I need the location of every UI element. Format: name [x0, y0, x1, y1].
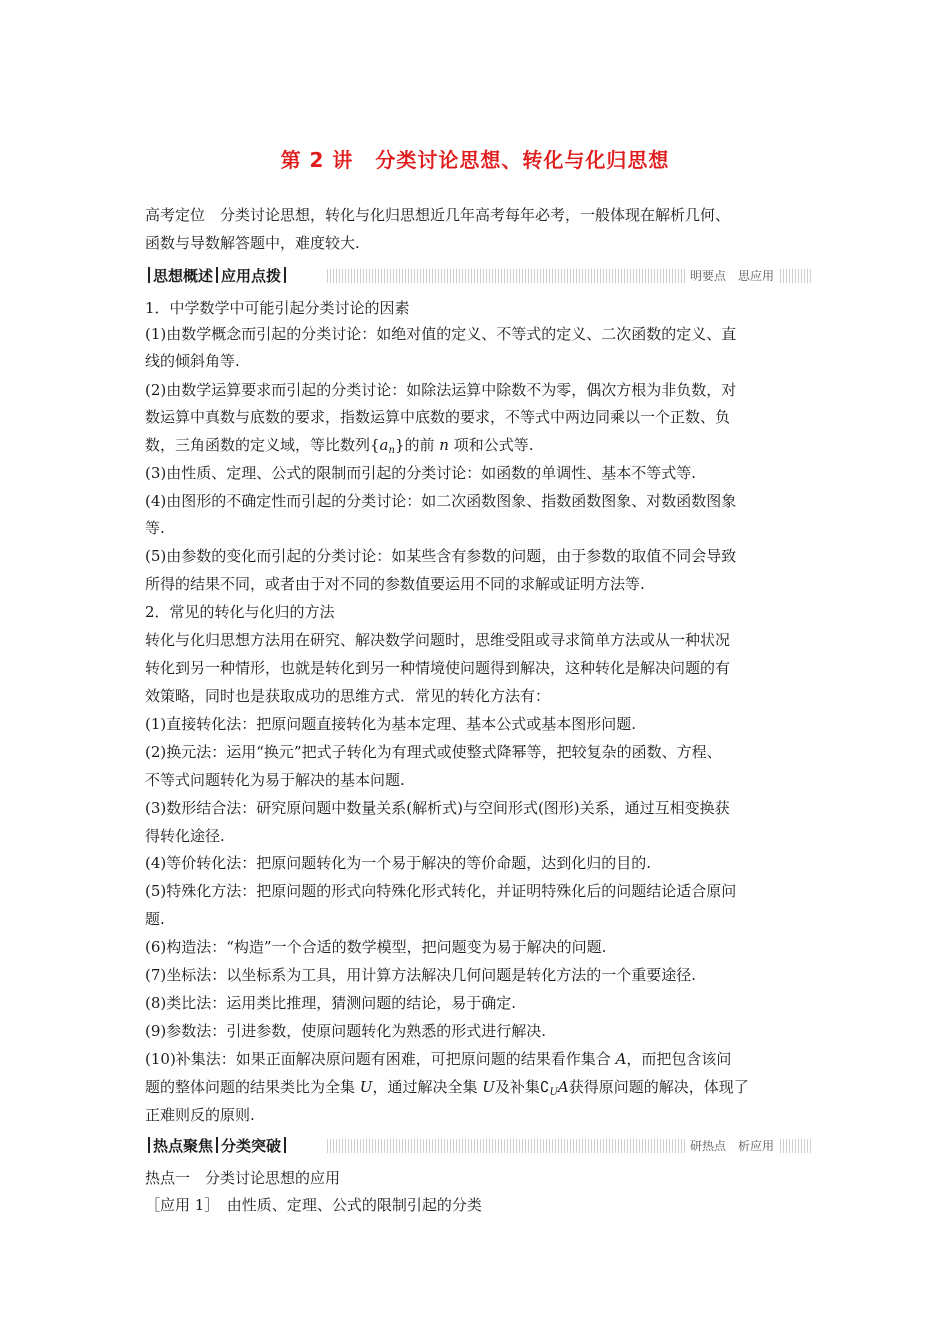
section1-heading: 1．中学数学中可能引起分类讨论的因素: [145, 299, 410, 317]
paragraph-line: 所得的结果不同，或者由于对不同的参数值要运用不同的求解或证明方法等.: [145, 575, 645, 593]
lecture-number: 第 2 讲: [280, 148, 354, 172]
intro-line-1: 高考定位 分类讨论思想，转化与化归思想近几年高考每年必考，一般体现在解析几何、: [145, 206, 731, 224]
banner-tag: 研热点 析应用: [686, 1137, 778, 1155]
banner-tag: 明要点 思应用: [686, 267, 778, 285]
paragraph-line: 转化到另一种情形，也就是转化到另一种情境使问题得到解决，这种转化是解决问题的有: [145, 659, 731, 677]
banner-heading: 思想概述 应用点拨: [145, 265, 295, 287]
paragraph-line: (1)直接转化法：把原问题直接转化为基本定理、基本公式或基本图形问题.: [145, 715, 637, 733]
paragraph-line: (7)坐标法：以坐标系为工具，用计算方法解决几何问题是转化方法的一个重要途径.: [145, 966, 697, 984]
paragraph-line: 不等式问题转化为易于解决的基本问题.: [145, 771, 405, 789]
paragraph-line: (9)参数法：引进参数，使原问题转化为熟悉的形式进行解决.: [145, 1022, 547, 1040]
paragraph-line: (3)数形结合法：研究原问题中数量关系(解析式)与空间形式(图形)关系，通过互相变换获: [145, 799, 730, 817]
paragraph-line: (3)由性质、定理、公式的限制而引起的分类讨论：如函数的单调性、基本不等式等.: [145, 464, 697, 482]
intro-line-2: 函数与导数解答题中，难度较大.: [145, 234, 360, 252]
paragraph-line-complement-1: (10)补集法：如果正面解决原问题有困难，可把原问题的结果看作集合 A，而把包含该问: [145, 1050, 732, 1068]
paragraph-line: 题.: [145, 910, 165, 928]
paragraph-line: 转化与化归思想方法用在研究、解决数学问题时，思维受阻或寻求简单方法或从一种状况: [145, 631, 731, 649]
hotspot-heading: 热点一 分类讨论思想的应用: [145, 1169, 341, 1187]
paragraph-line: 等.: [145, 519, 165, 537]
paragraph-line: 正难则反的原则.: [145, 1106, 255, 1124]
paragraph-line: (2)换元法：运用“换元”把式子转化为有理式或使整式降幂等，把较复杂的函数、方程、: [145, 743, 722, 761]
page-title: [0, 144, 950, 173]
application-heading: ［应用 1］ 由性质、定理、公式的限制引起的分类: [145, 1196, 482, 1214]
paragraph-line: (5)由参数的变化而引起的分类讨论：如某些含有参数的问题，由于参数的取值不同会导致: [145, 547, 737, 565]
paragraph-line: 线的倾斜角等.: [145, 352, 240, 370]
section-banner-hotspots: [145, 1135, 812, 1157]
paragraph-line: 得转化途径.: [145, 827, 225, 845]
section2-heading: 2．常见的转化与化归的方法: [145, 603, 335, 621]
paragraph-line: (6)构造法：“构造”一个合适的数学模型，把问题变为易于解决的问题.: [145, 938, 607, 956]
paragraph-line-complement-2: 题的整体问题的结果类比为全集 U，通过解决全集 U及补集$∁_UA$获得原问题的解决，体现了: [145, 1078, 749, 1098]
paragraph-line: (8)类比法：运用类比推理，猜测问题的结论，易于确定.: [145, 994, 517, 1012]
paragraph-line: 效策略，同时也是获取成功的思维方式．常见的转化方法有：: [145, 687, 551, 705]
paragraph-line: (2)由数学运算要求而引起的分类讨论：如除法运算中除数不为零，偶次方根为非负数，对: [145, 381, 737, 399]
section-banner-overview: [145, 265, 812, 287]
paragraph-line: (4)等价转化法：把原问题转化为一个易于解决的等价命题，达到化归的目的.: [145, 854, 652, 872]
paragraph-line: (1)由数学概念而引起的分类讨论：如绝对值的定义、不等式的定义、二次函数的定义、直: [145, 325, 737, 343]
banner-heading: 热点聚焦 分类突破: [145, 1135, 295, 1157]
lecture-topic: 分类讨论思想、转化与化归思想: [375, 148, 670, 172]
paragraph-line: 数运算中真数与底数的要求，指数运算中底数的要求，不等式中两边同乘以一个正数、负: [145, 408, 731, 426]
paragraph-line: (4)由图形的不确定性而引起的分类讨论：如二次函数图象、指数函数图象、对数函数图象: [145, 492, 737, 510]
paragraph-line-sequence: 数，三角函数的定义域，等比数列$\{a_n\}$的前 n 项和公式等.: [145, 436, 534, 456]
paragraph-line: (5)特殊化方法：把原问题的形式向特殊化形式转化，并证明特殊化后的问题结论适合原问: [145, 882, 737, 900]
